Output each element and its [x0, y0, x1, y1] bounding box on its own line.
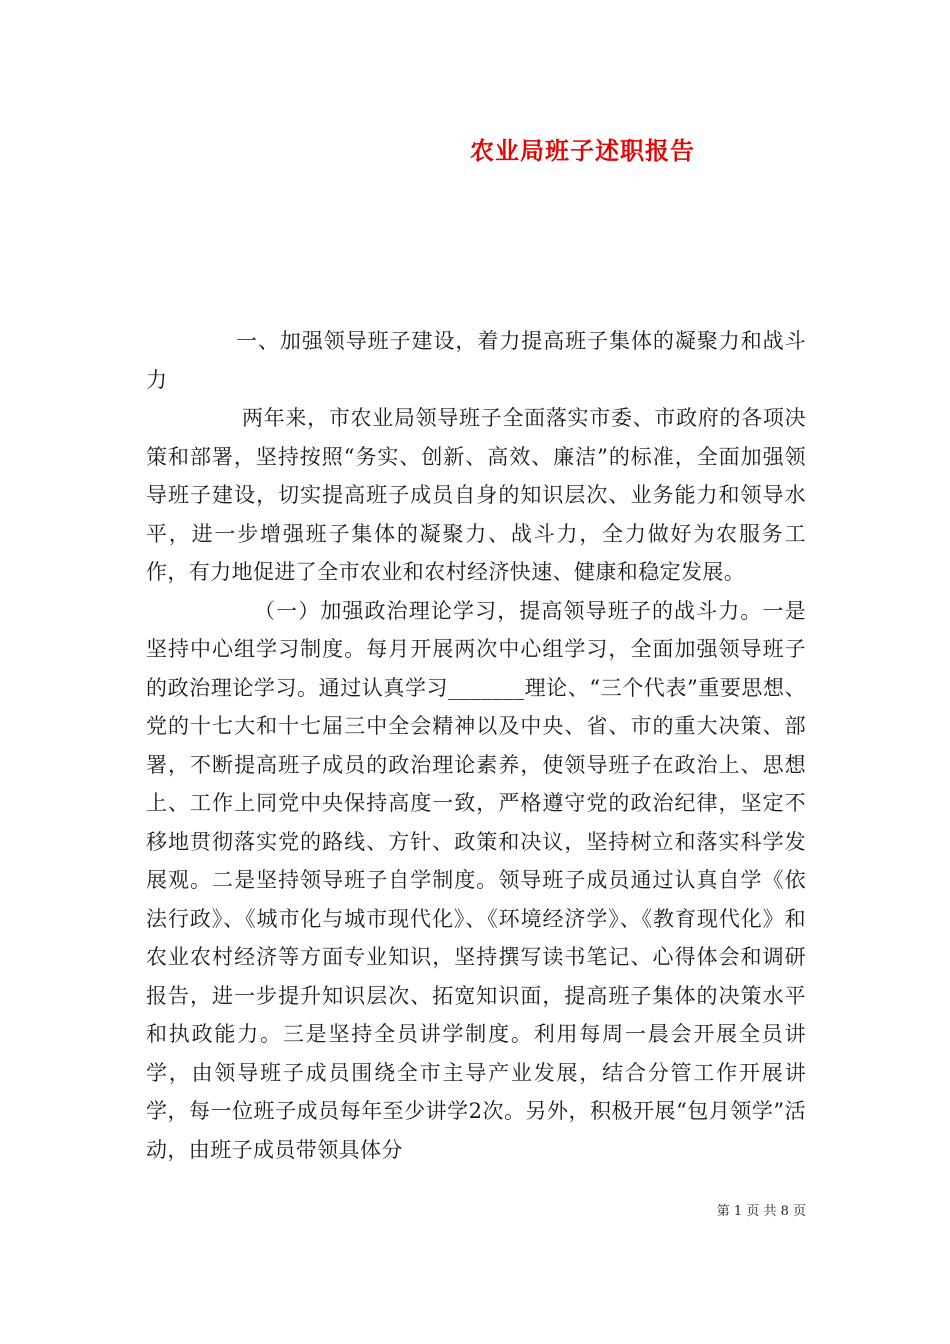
document-body	[146, 322, 806, 1169]
paragraph: 两年来，市农业局领导班子全面落实市委、市政府的各项决策和部署，坚持按照“务实、创新、高效、廉洁”的标准，全面加强领导班子建设，切实提高班子成员自身的知识层次、业务能力和领导水平，进一步增强班子集体的凝聚力、战斗力，全力做好为农服务工作，有力地促进了全市农业和农村经济快速、健康和稳定发展。	[146, 406, 806, 584]
section-heading: 一、加强领导班子建设，着力提高班子集体的凝聚力和战斗力	[146, 329, 806, 392]
paragraph: （一）加强政治理论学习，提高领导班子的战斗力。一是坚持中心组学习制度。每月开展两次中心组学习，全面加强领导班子的政治理论学习。通过认真学习_______理论、“三个代表”重要思想、党的十七大和十七届三中全会精神以及中央、省、市的重大决策、部署，不断提高班子成员的政治理论素养，使领导班子在政治上、思想上、工作上同党中央保持高度一致，严格遵守党的政治纪律，坚定不移地贯彻落实党的路线、方针、政策和决议，坚持树立和落实科学发展观。二是坚持领导班子自学制度。领导班子成员通过认真自学《依法行政》、《城市化与城市现代化》、《环境经济学》、《教育现代化》和农业农村经济等方面专业知识，坚持撰写读书笔记、心得体会和调研报告，进一步提升知识层次、拓宽知识面，提高班子集体的决策水平和执政能力。三是坚持全员讲学制度。利用每周一晨会开展全员讲学，由领导班子成员围绕全市主导产业发展，结合分管工作开展讲学，每一位班子成员每年至少讲学2次。另外，积极开展“包月领学”活动，由班子成员带领具体分	[146, 598, 806, 1162]
page-number: 第 1 页 共 8 页	[716, 1204, 806, 1219]
document-title: 农业局班子述职报告	[470, 136, 695, 165]
